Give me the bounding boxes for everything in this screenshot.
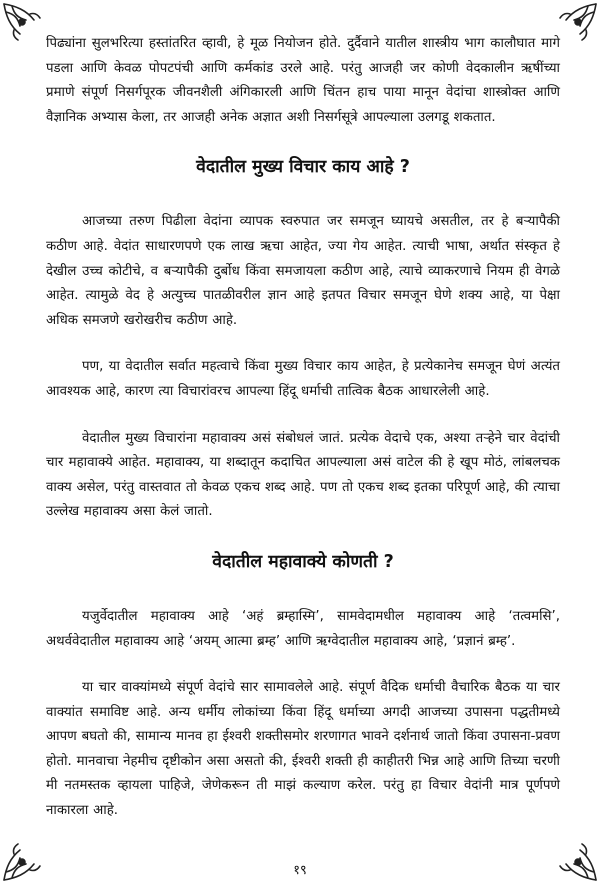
page-body [46,32,560,846]
section-heading-main-idea: वेदातील मुख्य विचार काय आहे ? [196,157,410,178]
paragraph-mahavakya-list: यजुर्वेदातील महावाक्य आहे ‘अहं ब्रम्हास्मि’, सामवेदामधील महावाक्य आहे ‘तत्वमसि’, अथर्ववेदातील महावाक्य आहे ‘अयम् आत्मा ब्रम्ह’ आणि ऋग्वेदातील महावाक्य आहे, ‘प्रज्ञानं ब्रम्ह’. [46,608,560,649]
paragraph-key-ideas: पण, या वेदातील सर्वात महत्वाचे किंवा मुख्य विचार काय आहेत, हे प्रत्येकानेच समजून घेणं अत्यंत आवश्यक आहे, कारण त्या विचारांवरच आपल्या हिंदू धर्माची तात्विक बैठक आधारलेली आहे. [46,359,560,399]
section-heading-mahavakyas: वेदातील महावाक्ये कोणती ? [212,551,394,572]
page-number: १९ [293,863,307,878]
paragraph-vedas-difficulty: आजच्या तरुण पिढीला वेदांना व्यापक स्वरुपात जर समजून घ्यायचे असतील, तर हे बऱ्यापैकी कठीण आहे. वेदांत साधारणपणे एक लाख ऋचा आहेत, ज्या गेय आहेत. त्याची भाषा, अर्थात संस्कृत हे देखील उच्च कोटीचे, व बऱ्यापैकी दुर्बोध किंवा समजायला कठीण आहे, त्याचे व्याकरणाचे नियम ही वेगळे आहेत. त्यामुळे वेद हे अत्युच्च पातळीवरील ज्ञान आहे इतपत विचार समजून घेणे शक्य आहे, या पेक्षा अधिक समजणे खरोखरीच कठीण आहे. [46,214,560,328]
paragraph-essence: या चार वाक्यांमध्ये संपूर्ण वेदांचे सार सामावलेले आहे. संपूर्ण वैदिक धर्माची वैचारिक बैठक या चार वाक्यांत समाविष्ट आहे. अन्य धर्मीय लोकांच्या किंवा हिंदू धर्माच्या अगदी आजच्या उपासना पद्धतीमध्ये आपण बघतो की, सामान्य मानव हा ईश्वरी शक्तीसमोर शरणागत भावने दर्शनार्थ जातो किंवा उपासना-प्रवण होतो. मानवाचा नेहमीच दृष्टीकोन असा असतो की, ईश्वरी शक्ती ही काहीतरी भिन्न आहे आणि तिच्या चरणी मी नतमस्तक व्हायला पाहिजे, जेणेकरून ती माझं कल्याण करेल. परंतु हा विचार वेदांनी मात्र पूर्णपणे नाकारला आहे. [46,680,560,819]
corner-flourish-icon [0,0,52,52]
paragraph-mahavakya-definition: वेदातील मुख्य विचारांना महावाक्य असं संबोधलं जातं. प्रत्येक वेदाचे एक, अश्या तऱ्हेने चार वेदांची चार महावाक्ये आहेत. महावाक्य, या शब्दातून कदाचित आपल्याला असं वाटेल की हे खूप मोठं, लांबलचक वाक्य असेल, परंतु वास्तवात तो केवळ एकच शब्द आहे. पण तो एकच शब्द इतका परिपूर्ण आहे, की त्याचा उल्लेख महावाक्य असा केलं जातो. [46,430,560,520]
paragraph-intro-continued: पिढ्यांना सुलभरित्या हस्तांतरित व्हावी, हे मूळ नियोजन होते. दुर्दैवाने यातील शास्त्रीय भाग कालौघात मागे पडला आणि केवळ पोपटपंची आणि कर्मकांड उरले आहे. परंतु आजही जर कोणी वेदकालीन ऋषींच्या प्रमाणे संपूर्ण निसर्गपूरक जीवनशैली अंगिकारली आणि चिंतन हाच पाया मानून वेदांचा शास्त्रोक्त आणि वैज्ञानिक अभ्यास केला, तर आजही अनेक अज्ञात अशी निसर्गसूत्रे आपल्याला उलगडू शकतात. [46,36,560,125]
